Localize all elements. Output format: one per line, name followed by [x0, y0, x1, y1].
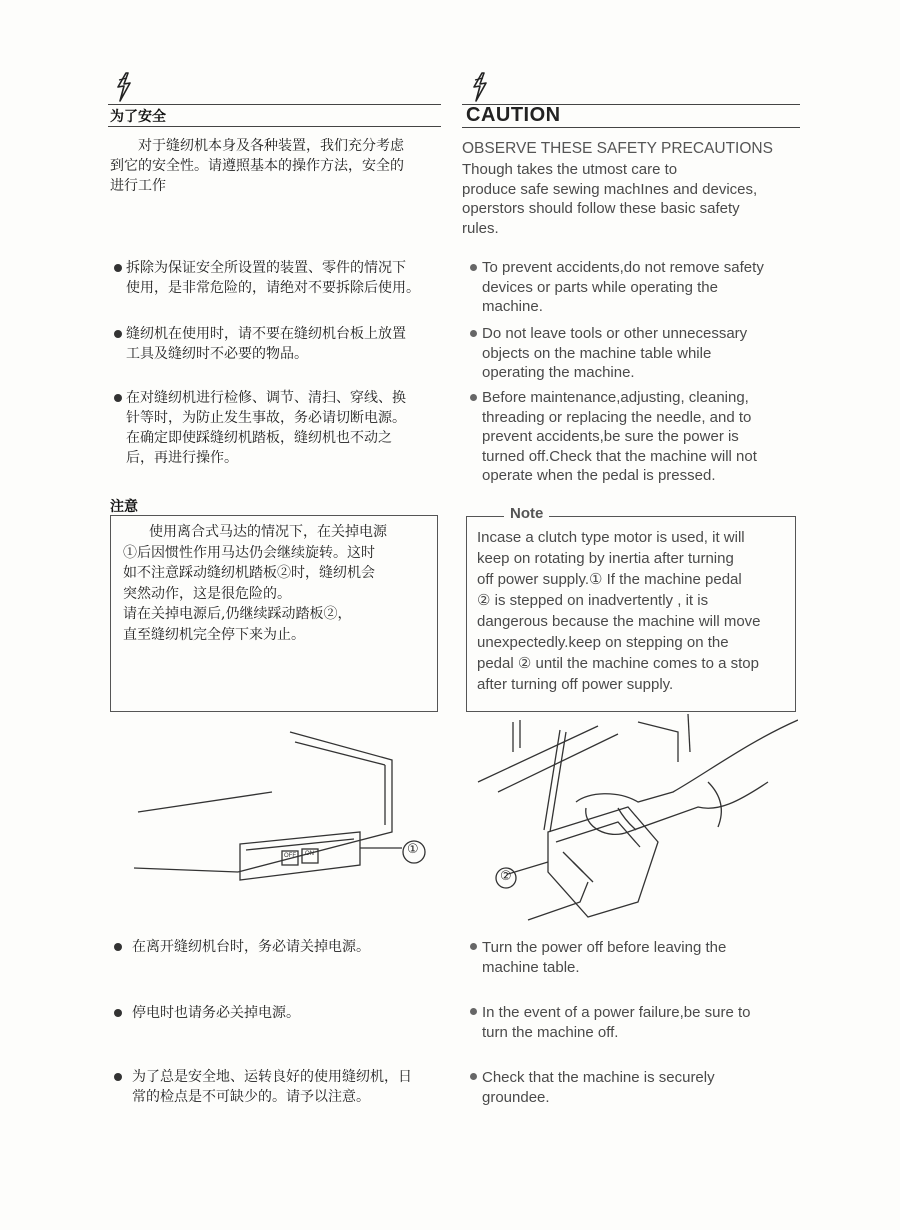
left-intro-line: 对于缝纫机本身及各种装置，我们充分考虑 [138, 138, 404, 154]
right-intro-line: produce safe sewing machInes and devices, [462, 180, 758, 198]
bullet-dot [114, 1009, 122, 1017]
right-title-underline [462, 127, 800, 128]
right-bullet-line: Before maintenance,adjusting, cleaning, [482, 389, 749, 406]
bullet-dot [470, 1008, 477, 1015]
right-note-line: unexpectedly.keep on stepping on the [477, 634, 729, 651]
bullet-dot [470, 394, 477, 401]
right-bottom-bullet [482, 1003, 802, 1042]
right-intro [462, 160, 802, 238]
right-note-box [466, 516, 796, 712]
left-note-line: 直至缝纫机完全停下来为止。 [123, 626, 305, 643]
left-title-underline [108, 126, 441, 127]
lightning-icon [470, 72, 490, 102]
left-bullet [126, 388, 456, 468]
left-note-line: 如不注意踩动缝纫机踏板②时，缝纫机会 [123, 565, 375, 581]
right-bottom-bullet [482, 938, 802, 977]
callout-1-label: ① [407, 842, 419, 857]
right-bullet-line: devices or parts while operating the [482, 278, 718, 296]
left-bullet-line: 工具及缝纫时不必要的物品。 [126, 346, 308, 362]
lightning-icon [114, 72, 134, 102]
bullet-dot [114, 264, 122, 272]
left-bottom-line: 常的检点是不可缺少的。请予以注意。 [132, 1089, 370, 1105]
left-bullet-line: 在确定即使踩缝纫机踏板，缝纫机也不动之 [126, 430, 392, 446]
right-intro-line: operstors should follow these basic safety [462, 200, 740, 217]
left-bottom-line: 在离开缝纫机台时，务必请关掉电源。 [132, 939, 370, 955]
right-bottom-line: Check that the machine is securely [482, 1069, 715, 1086]
right-note-line: dangerous because the machine will move [477, 613, 761, 630]
bullet-dot [114, 394, 122, 402]
left-title: 为了安全 [110, 109, 166, 125]
pedal-illustration [468, 712, 798, 922]
left-bullet-line: 针等时，为防止发生事故，务必请切断电源。 [126, 410, 406, 426]
right-bullet-line: threading or replacing the needle, and to [482, 408, 752, 426]
left-note-line: 使用离合式马达的情况下，在关掉电源 [149, 524, 387, 540]
right-intro-line: Though takes the utmost care to [462, 161, 678, 178]
left-bullet [126, 324, 456, 364]
bullet-dot [114, 943, 122, 951]
bullet-dot [470, 943, 477, 950]
left-bottom-line: 为了总是安全地、运转良好的使用缝纫机，日 [132, 1069, 412, 1085]
bullet-dot [114, 1073, 122, 1081]
left-bullet-line: 后，再进行操作。 [126, 450, 238, 466]
right-bullet [482, 258, 812, 317]
power-switch-illustration [130, 720, 440, 900]
bullet-dot [114, 330, 122, 338]
left-bottom-line: 停电时也请务必关掉电源。 [132, 1005, 300, 1021]
left-bottom-bullet [132, 937, 452, 957]
switch-off-label: OFF [284, 853, 296, 859]
bullet-dot [470, 330, 477, 337]
left-intro-line: 进行工作 [110, 178, 166, 194]
left-intro [110, 136, 450, 196]
right-bottom-bullet [482, 1068, 802, 1107]
left-note-box [110, 515, 438, 712]
right-bullet-line: operate when the pedal is pressed. [482, 467, 716, 484]
right-bullet-line: operating the machine. [482, 364, 635, 381]
left-title-rule [108, 104, 441, 105]
right-bullet [482, 388, 812, 486]
left-note-line: 请在关掉电源后,仍继续踩动踏板②， [123, 606, 352, 622]
left-intro-line: 到它的安全性。请遵照基本的操作方法，安全的 [110, 158, 404, 174]
right-bullet-line: Do not leave tools or other unnecessary [482, 325, 748, 342]
left-bullet [126, 258, 456, 298]
right-bullet [482, 324, 812, 383]
left-note-line: ①后因惯性作用马达仍会继续旋转。这时 [123, 544, 375, 561]
right-note-title: Note [504, 505, 549, 522]
switch-on-label: ON [305, 851, 314, 857]
right-note-line: keep on rotating by inertia after turning [477, 550, 734, 567]
left-bottom-bullet [132, 1067, 452, 1107]
bullet-dot [470, 1073, 477, 1080]
right-bullet-line: To prevent accidents,do not remove safety [482, 259, 764, 276]
right-bottom-line: groundee. [482, 1088, 550, 1106]
right-bullet-line: objects on the machine table while [482, 344, 712, 362]
right-note-line: Incase a clutch type motor is used, it will [477, 529, 745, 546]
right-title: CAUTION [466, 104, 561, 126]
bullet-dot [470, 264, 477, 271]
callout-2-label: ② [500, 869, 512, 884]
right-intro-line: rules. [462, 219, 499, 237]
right-bottom-line: machine table. [482, 958, 580, 976]
right-note-line: ② is stepped on inadvertently , it is [477, 592, 709, 609]
right-note-line: pedal ② until the machine comes to a stop [477, 655, 759, 672]
left-note-text [123, 522, 433, 645]
left-note-line: 突然动作，这是很危险的。 [123, 585, 291, 602]
left-bullet-line: 缝纫机在使用时，请不要在缝纫机台板上放置 [126, 326, 406, 342]
right-title-rule [462, 104, 800, 105]
right-note-line: after turning off power supply. [477, 676, 674, 693]
left-note-title: 注意 [110, 499, 138, 515]
right-note-line: off power supply.① If the machine pedal [477, 571, 742, 588]
right-bottom-line: turn the machine off. [482, 1023, 619, 1041]
right-bullet-line: turned off.Check that the machine will not [482, 447, 757, 465]
left-bullet-line: 拆除为保证安全所设置的装置、零件的情况下 [126, 260, 406, 276]
right-bottom-line: In the event of a power failure,be sure to [482, 1004, 751, 1021]
right-bottom-line: Turn the power off before leaving the [482, 939, 727, 956]
left-bullet-line: 使用，是非常危险的，请绝对不要拆除后使用。 [126, 280, 420, 296]
left-bullet-line: 在对缝纫机进行检修、调节、清扫、穿线、换 [126, 390, 406, 406]
right-bullet-line: machine. [482, 298, 543, 315]
left-bottom-bullet [132, 1003, 452, 1023]
right-note-text [477, 527, 793, 695]
right-subtitle: OBSERVE THESE SAFETY PRECAUTIONS [462, 140, 773, 157]
right-bullet-line: prevent accidents,be sure the power is [482, 428, 739, 445]
